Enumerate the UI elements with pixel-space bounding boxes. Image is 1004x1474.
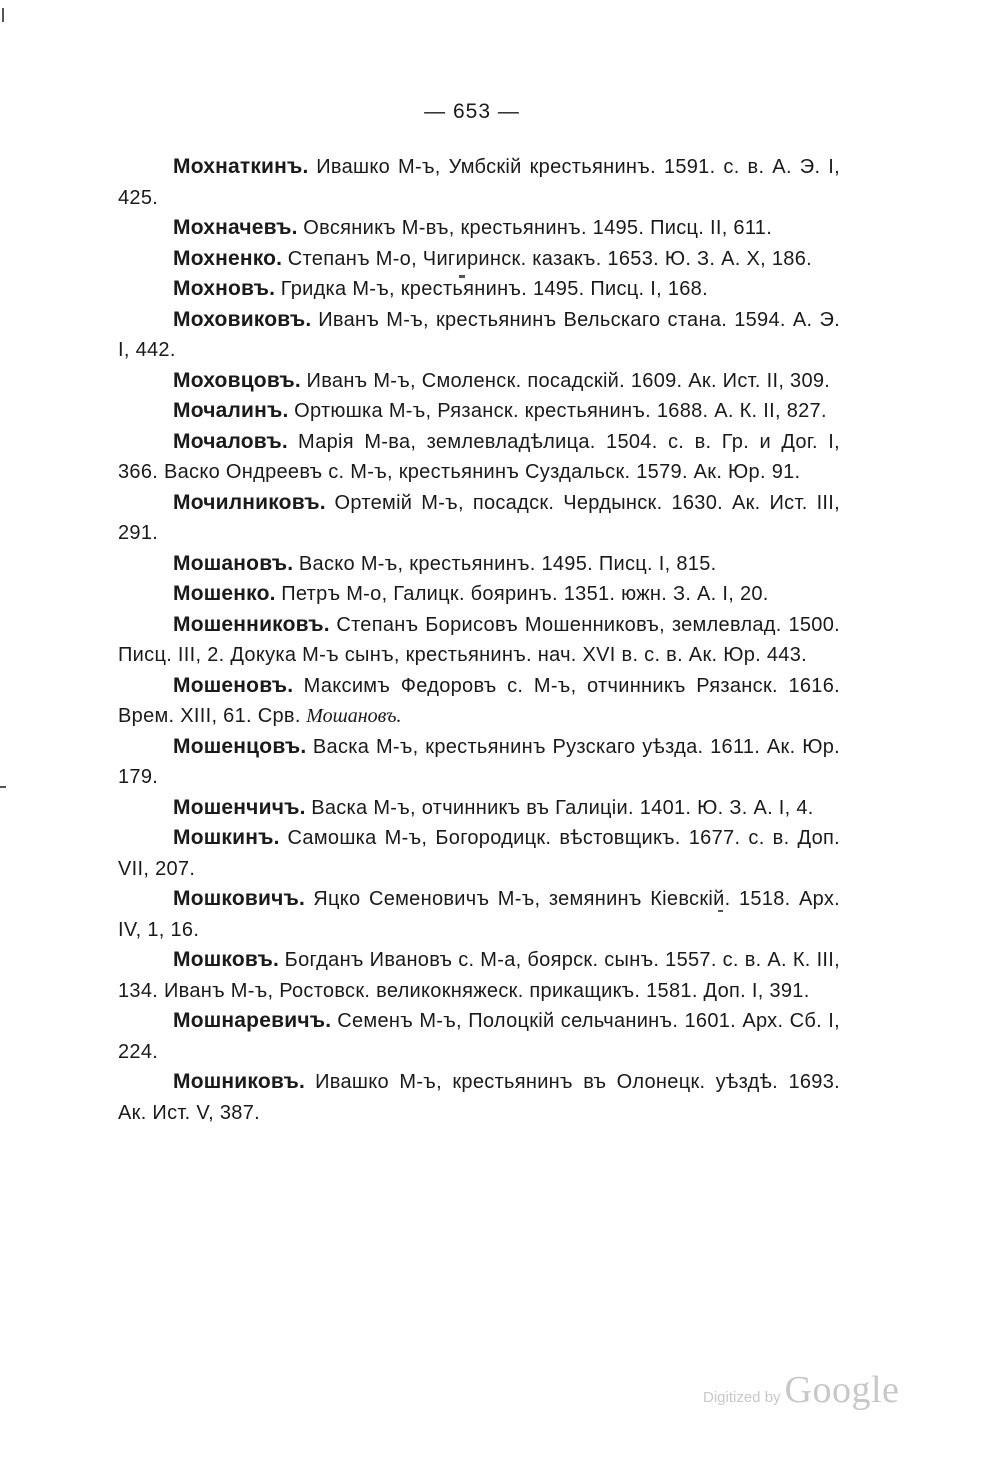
entry-headword: Мошеновъ.	[173, 673, 294, 697]
entry-text: Ортюшка М-ъ, Рязанск. крестьянинъ. 1688. А. К. II, 827.	[294, 400, 827, 422]
scan-speck	[0, 786, 6, 788]
scan-speck	[718, 910, 723, 912]
entries-list	[118, 152, 840, 1128]
entry-headword: Мочалинъ.	[173, 399, 289, 422]
watermark-small-text: Digitized by	[703, 1389, 781, 1406]
page-number: — 653 —	[424, 100, 520, 123]
dictionary-entry	[118, 1006, 840, 1067]
entry-headword: Мочаловъ.	[173, 429, 288, 453]
entry-headword: Мошниковъ.	[173, 1070, 306, 1093]
entry-text: Петръ М-о, Галицк. бояринъ. 1351. южн. З. А. I, 20.	[281, 583, 769, 605]
entry-text: Степанъ Борисовъ Мошенниковъ, землевлад. 1500. Писц. III, 2. Докука М-ъ сынъ, крестьянинъ. нач. XVI в. с. в. Ак. Юр. 443.	[118, 613, 841, 666]
dictionary-entry	[118, 152, 840, 213]
entry-headword: Моховцовъ.	[173, 368, 301, 392]
dictionary-entry	[118, 213, 840, 244]
entry-text: Яцко Семеновичъ М-ъ, земянинъ Кіевскій. 1518. Арх. IV, 1, 16.	[118, 888, 840, 941]
dictionary-entry	[118, 244, 840, 275]
entry-headword: Мохначевъ.	[173, 216, 298, 239]
dictionary-entry	[118, 823, 840, 884]
entry-text: Семенъ М-ъ, Полоцкій сельчанинъ. 1601. Арх. Сб. I, 224.	[118, 1010, 840, 1063]
entry-text: Максимъ Федоровъ с. М-ъ, отчинникъ Рязанск. 1616. Врем. XIII, 61. Срв.	[118, 674, 840, 727]
entry-text: Ортемій М-ъ, посадск. Чердынск. 1630. Ак. Ист. III, 291.	[118, 491, 840, 544]
entry-text: Васка М-ъ, отчинникъ въ Галиціи. 1401. Ю. З. А. I, 4.	[311, 796, 814, 819]
dictionary-entry	[118, 549, 840, 580]
dictionary-entry	[118, 610, 840, 671]
dictionary-entry	[118, 274, 840, 305]
cross-reference: Мошановъ.	[306, 705, 402, 727]
dictionary-entry	[118, 1067, 840, 1128]
entry-headword: Мошковъ.	[173, 948, 280, 971]
scan-speck	[459, 275, 465, 278]
entry-headword: Мошенцовъ.	[173, 734, 307, 758]
entry-text: Ивашко М-ъ, крестьянинъ въ Олонецк. уѣздѣ. 1693. Ак. Ист. V, 387.	[118, 1071, 840, 1124]
entry-text: Васка М-ъ, крестьянинъ Рузскаго уѣзда. 1611. Ак. Юр. 179.	[118, 735, 840, 788]
entry-headword: Мохненко.	[173, 246, 283, 270]
dictionary-entry	[118, 427, 840, 488]
entry-headword: Мошенчичъ.	[173, 795, 306, 819]
entry-headword: Мошенниковъ.	[173, 612, 330, 636]
entry-headword: Мохнаткинъ.	[173, 155, 309, 178]
entry-text: Ивашко М-ъ, Умбскій крестьянинъ. 1591. с. в. А. Э. I, 425.	[118, 156, 840, 209]
dictionary-entry	[118, 671, 840, 732]
dictionary-entry	[118, 732, 840, 793]
entry-headword: Мошкинъ.	[173, 826, 280, 849]
entry-text: Иванъ М-ъ, Смоленск. посадскій. 1609. Ак. Ист. II, 309.	[306, 369, 831, 392]
entry-headword: Мошнаревичъ.	[173, 1009, 332, 1032]
entry-text: Марія М-ва, землевладѣлица. 1504. с. в. Гр. и Дог. I, 366. Васко Ондреевъ с. М-ъ, крестьянинъ Суздальск. 1579. Ак. Юр. 91.	[118, 430, 840, 483]
entry-headword: Мошановъ.	[173, 551, 294, 575]
dictionary-entry	[118, 579, 840, 610]
entry-headword: Мочилниковъ.	[173, 490, 326, 514]
dictionary-entry	[118, 366, 840, 397]
entry-headword: Мошковичъ.	[173, 887, 306, 910]
entry-text: Иванъ М-ъ, крестьянинъ Вельскаго стана. 1594. А. Э. I, 442.	[118, 308, 840, 361]
entry-text: Богданъ Ивановъ с. М-а, боярск. сынъ. 1557. с. в. А. К. III, 134. Иванъ М-ъ, Ростовск. великокняжеск. прикащикъ. 1581. Доп. I, 391.	[118, 949, 840, 1002]
dictionary-entry	[118, 945, 840, 1006]
entry-text: Гридка М-ъ, крестьянинъ. 1495. Писц. I, 168.	[280, 278, 708, 300]
dictionary-entry	[118, 884, 840, 945]
entry-headword: Мохновъ.	[173, 277, 276, 300]
entry-headword: Моховиковъ.	[173, 307, 312, 331]
entry-headword: Мошенко.	[173, 582, 276, 605]
entry-text: Степанъ М-о, Чигиринск. казакъ. 1653. Ю. З. А. X, 186.	[287, 247, 812, 270]
entry-text: Овсяникъ М-въ, крестьянинъ. 1495. Писц. II, 611.	[303, 217, 773, 239]
dictionary-entry	[118, 488, 840, 549]
scan-speck	[2, 8, 4, 22]
entry-text: Васко М-ъ, крестьянинъ. 1495. Писц. I, 815.	[298, 552, 717, 575]
dictionary-entry	[118, 396, 840, 427]
dictionary-entry	[118, 793, 840, 824]
google-logo: Google	[784, 1369, 900, 1411]
dictionary-entry	[118, 305, 840, 366]
digitized-by-google-watermark	[703, 1368, 899, 1412]
entry-text: Самошка М-ъ, Богородицк. вѣстовщикъ. 1677. с. в. Доп. VII, 207.	[118, 827, 840, 880]
